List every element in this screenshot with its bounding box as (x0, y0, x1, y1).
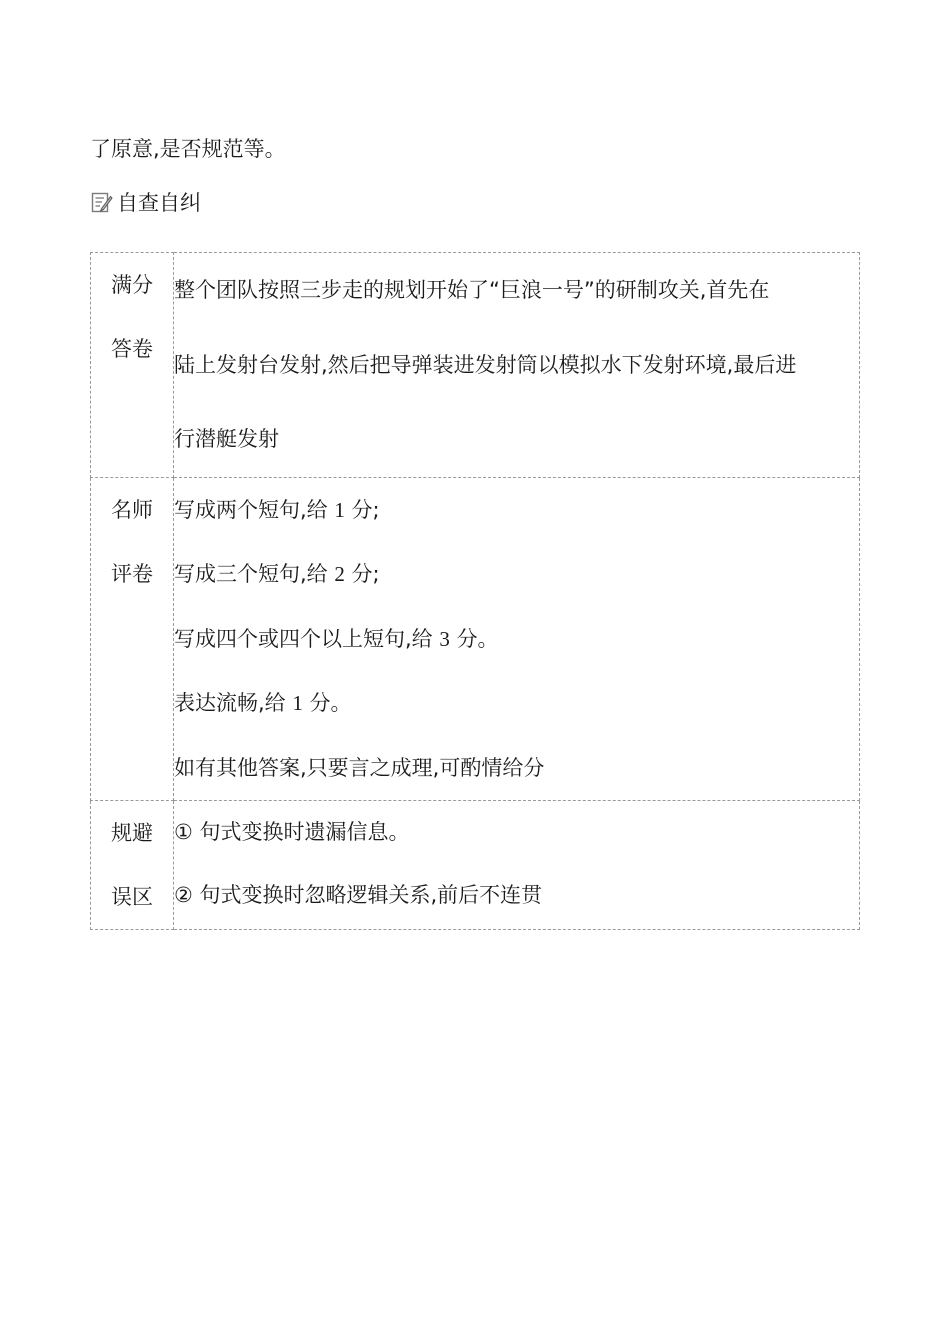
pitfall-line: ① 句式变换时遗漏信息。 (174, 820, 410, 844)
table-row (91, 801, 860, 930)
criteria-line: 如有其他答案,只要言之成理,可酌情给分 (174, 755, 545, 780)
criteria-line: 写成三个短句,给 2 分; (174, 562, 380, 586)
note-edit-icon (90, 191, 114, 215)
answer-line: 陆上发射台发射,然后把导弹装进发射筒以模拟水下发射环境,最后进 (174, 352, 797, 377)
table-row (91, 253, 860, 478)
row-label: 规避 误区 (91, 801, 174, 930)
answer-line: 行潜艇发射 (174, 427, 279, 451)
criteria-line: 写成两个短句,给 1 分; (174, 497, 380, 522)
pitfalls (174, 801, 860, 930)
full-score-answer (174, 253, 860, 478)
row-label: 名师 评卷 (91, 477, 174, 801)
section-title: 自查自纠 (117, 191, 201, 215)
grading-criteria (174, 477, 860, 801)
section-heading (90, 187, 201, 219)
table-row (91, 477, 860, 801)
pitfall-line: ② 句式变换时忽略逻辑关系,前后不连贯 (174, 883, 543, 907)
criteria-line: 表达流畅,给 1 分。 (174, 691, 352, 715)
answer-line: 整个团队按照三步走的规划开始了“巨浪一号”的研制攻关,首先在 (174, 278, 770, 302)
row-label: 满分 答卷 (91, 253, 174, 478)
criteria-line: 写成四个或四个以上短句,给 3 分。 (174, 626, 499, 651)
intro-text: 了原意,是否规范等。 (90, 137, 286, 161)
review-table (90, 252, 860, 930)
